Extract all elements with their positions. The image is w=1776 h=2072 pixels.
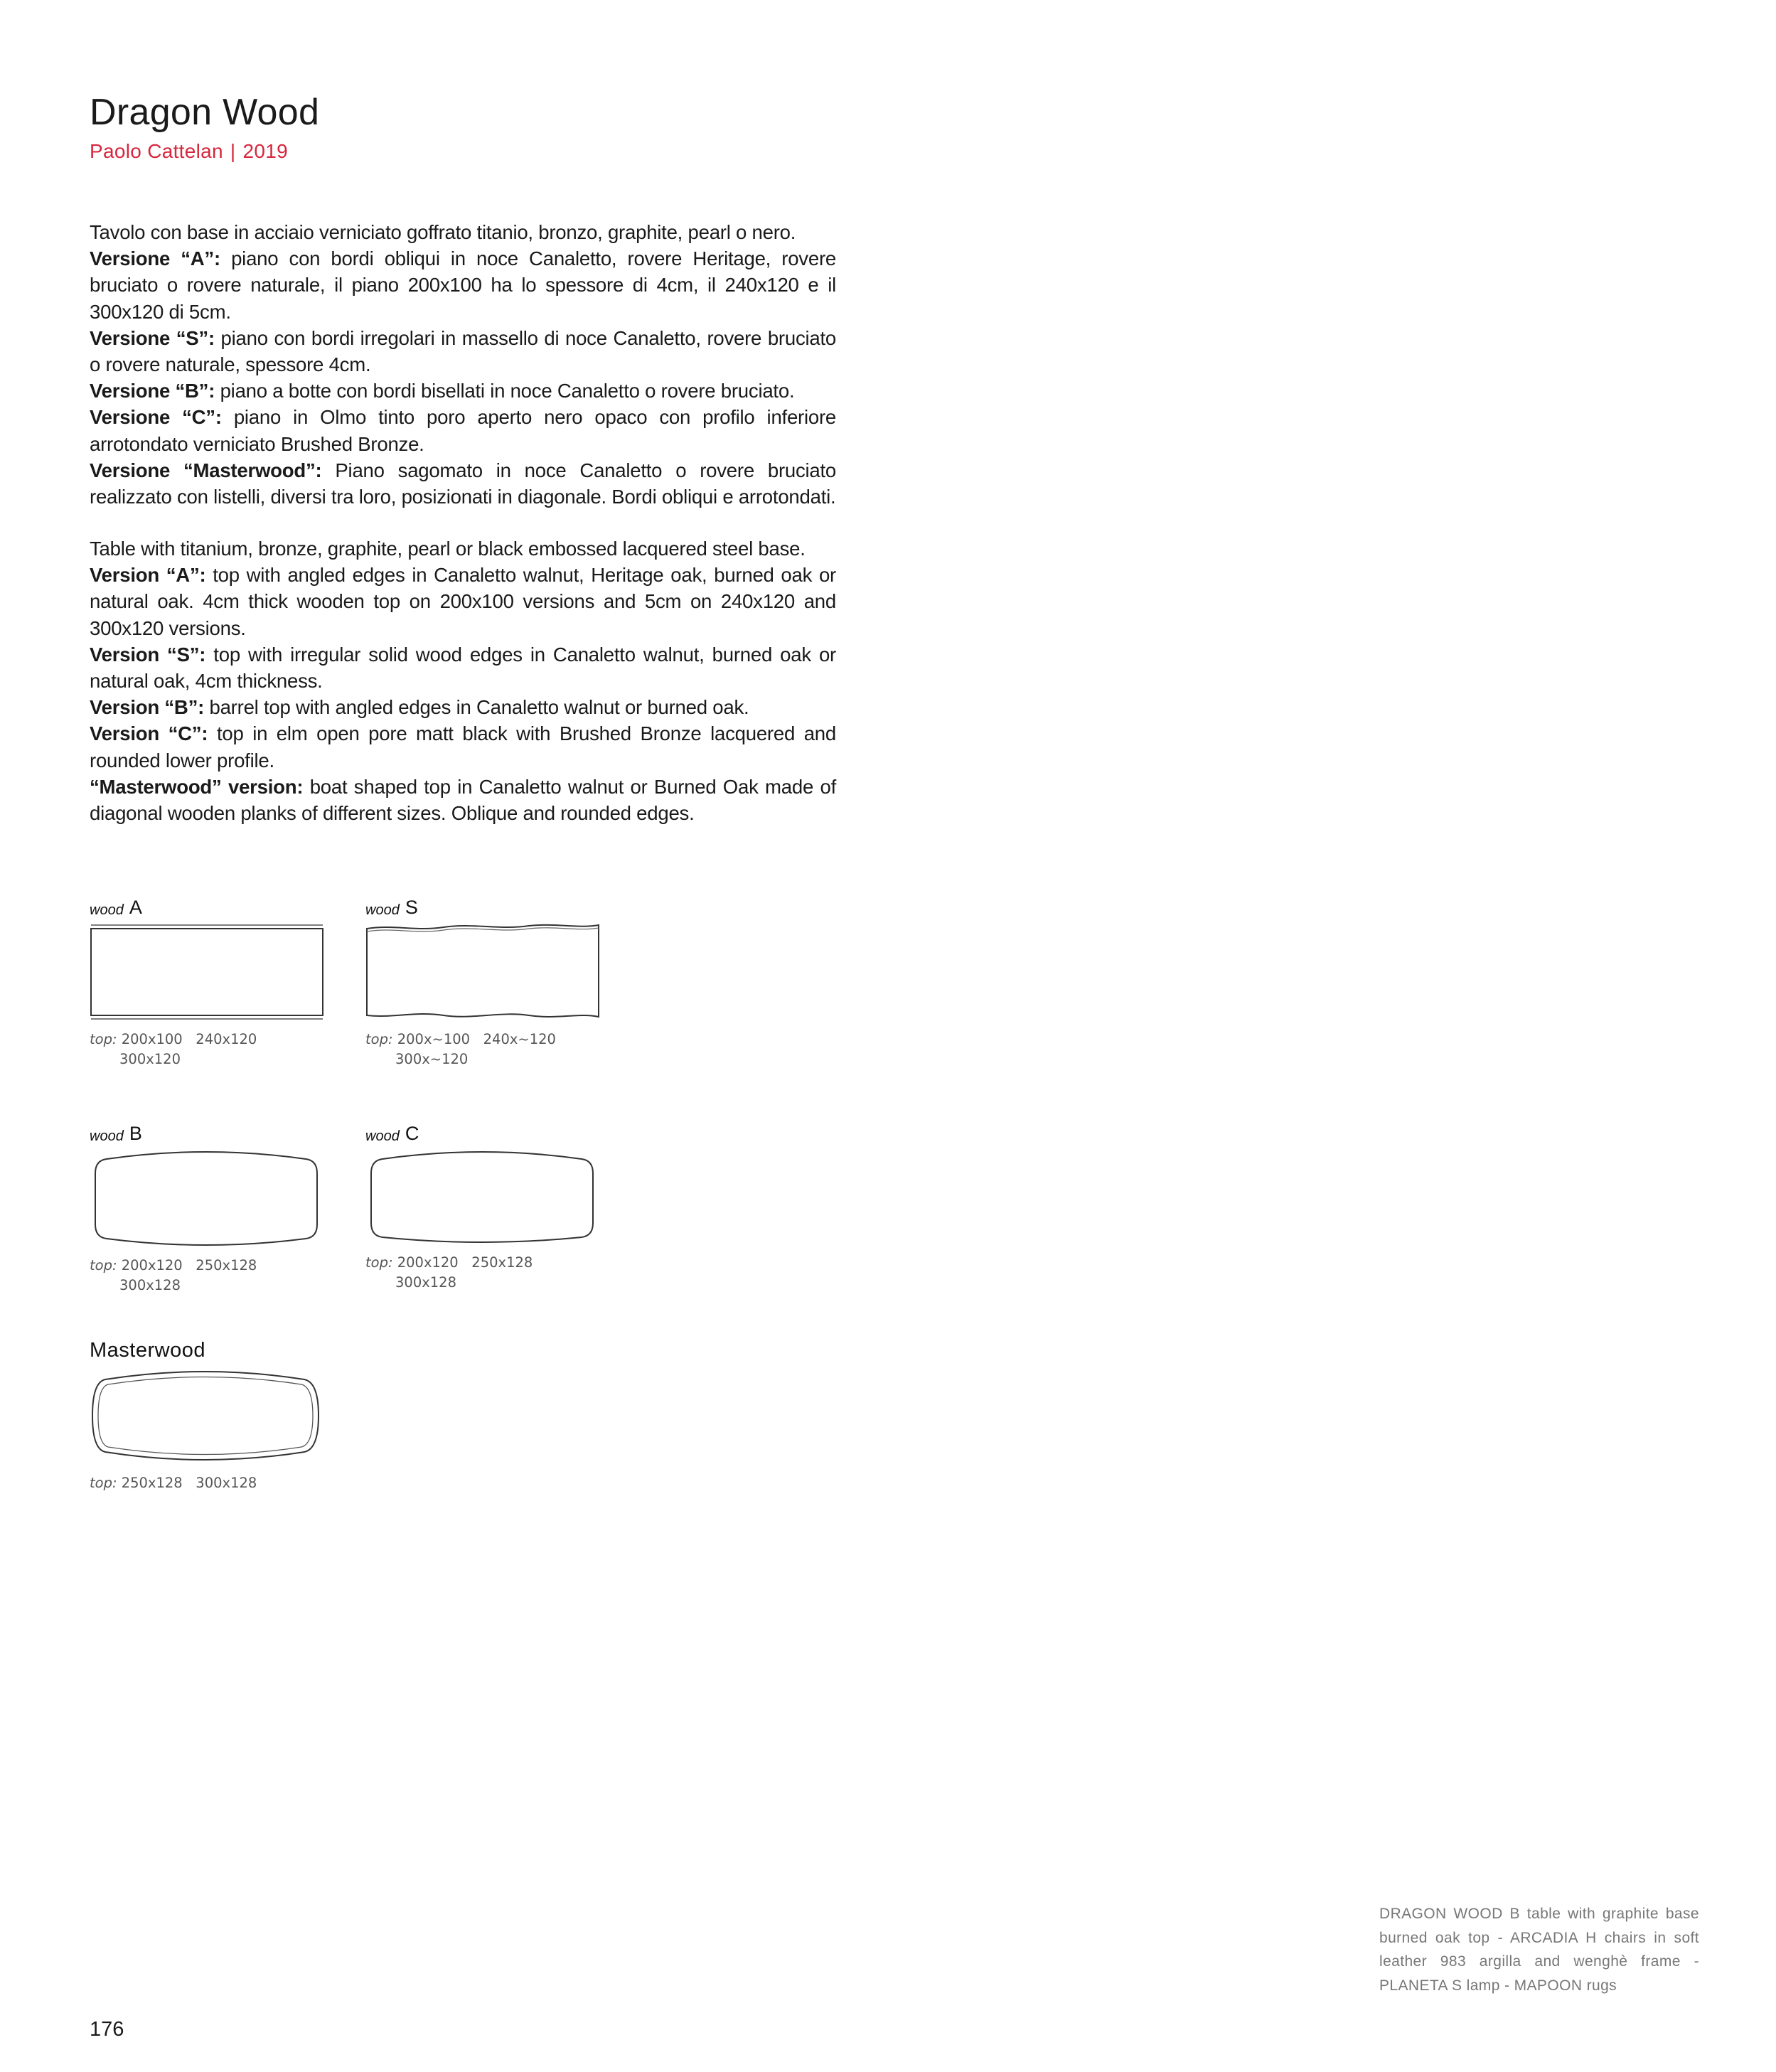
- size-list: top: 200x120 250x128 300x128: [90, 1257, 257, 1293]
- size-list: top: 200x~100 240x~120 300x~120: [365, 1031, 556, 1067]
- diagram-label: wood B: [90, 1123, 142, 1144]
- diagram-wood-c: [365, 1123, 604, 1293]
- english-paragraph: Version “B”: barrel top with angled edges in Canaletto walnut or burned oak.: [90, 696, 749, 719]
- size-list: top: 200x100 240x120 300x120: [90, 1031, 257, 1067]
- table-top-boat-drawing: [90, 1362, 328, 1466]
- italian-paragraph: Versione “B”: piano a botte con bordi bisellati in noce Canaletto o rovere bruciato.: [90, 380, 795, 402]
- size-list: top: 250x128 300x128: [90, 1475, 257, 1491]
- italian-description: [90, 219, 836, 510]
- english-paragraph: Version “C”: top in elm open pore matt black with Brushed Bronze lacquered and rounded lower profile.: [90, 722, 836, 771]
- diagram-label: Masterwood: [90, 1339, 205, 1362]
- diagram-wood-s: [365, 897, 604, 1069]
- table-top-barrel-drawing: [365, 1145, 604, 1249]
- italian-paragraph: Versione “A”: piano con bordi obliqui in noce Canaletto, rovere Heritage, rovere bruciato o rovere naturale, il piano 200x100 ha lo spessore di 4cm, il 240x120 e il 300x120 di 5cm.: [90, 247, 836, 323]
- photo-caption: DRAGON WOOD B table with graphite base burned oak top - ARCADIA H chairs in soft leather 983 argilla and wenghè frame - PLANETA S lamp - MAPOON rugs: [1379, 1906, 1699, 1994]
- diagram-label: wood A: [90, 897, 142, 918]
- italian-paragraph: Versione “S”: piano con bordi irregolari in massello di noce Canaletto, rovere bruciato o rovere naturale, spessore 4cm.: [90, 326, 836, 376]
- diagram-wood-a: [90, 897, 328, 1069]
- table-top-irregular-drawing: [365, 919, 604, 1022]
- diagram-masterwood: [90, 1341, 328, 1493]
- designer-line: [90, 140, 288, 163]
- page-title: Dragon Wood: [90, 92, 320, 133]
- design-year: 2019: [242, 140, 288, 162]
- english-paragraph: Version “A”: top with angled edges in Canaletto walnut, Heritage oak, burned oak or natural oak. 4cm thick wooden top on 200x100 versions and 5cm on 240x120 and 300x120 versions.: [90, 564, 836, 639]
- table-top-barrel-drawing: [90, 1145, 328, 1249]
- english-description: [90, 535, 836, 826]
- table-top-rectangle-drawing: [90, 919, 328, 1022]
- designer-name: Paolo Cattelan: [90, 140, 223, 162]
- italian-paragraph: Versione “C”: piano in Olmo tinto poro aperto nero opaco con profilo inferiore arrotondato verniciato Brushed Bronze.: [90, 406, 836, 455]
- italian-paragraph: Tavolo con base in acciaio verniciato goffrato titanio, bronzo, graphite, pearl o nero.: [90, 221, 796, 243]
- italian-paragraph: Versione “Masterwood”: Piano sagomato in noce Canaletto o rovere bruciato realizzato con listelli, diversi tra loro, posizionati in diagonale. Bordi obliqui e arrotondati.: [90, 459, 837, 508]
- size-list: top: 200x120 250x128 300x128: [365, 1254, 533, 1291]
- page-number: 176: [90, 2018, 124, 2041]
- diagram-label: wood C: [365, 1123, 419, 1144]
- diagram-wood-b: [90, 1123, 328, 1296]
- diagram-label: wood S: [365, 897, 418, 918]
- english-paragraph: Version “S”: top with irregular solid wood edges in Canaletto walnut, burned oak or natural oak, 4cm thickness.: [90, 643, 837, 693]
- designer-separator: |: [230, 140, 236, 162]
- english-paragraph: Table with titanium, bronze, graphite, pearl or black embossed lacquered steel base.: [90, 538, 806, 560]
- english-paragraph: “Masterwood” version: boat shaped top in Canaletto walnut or Burned Oak made of diagonal wooden planks of different sizes. Oblique and rounded edges.: [90, 775, 836, 825]
